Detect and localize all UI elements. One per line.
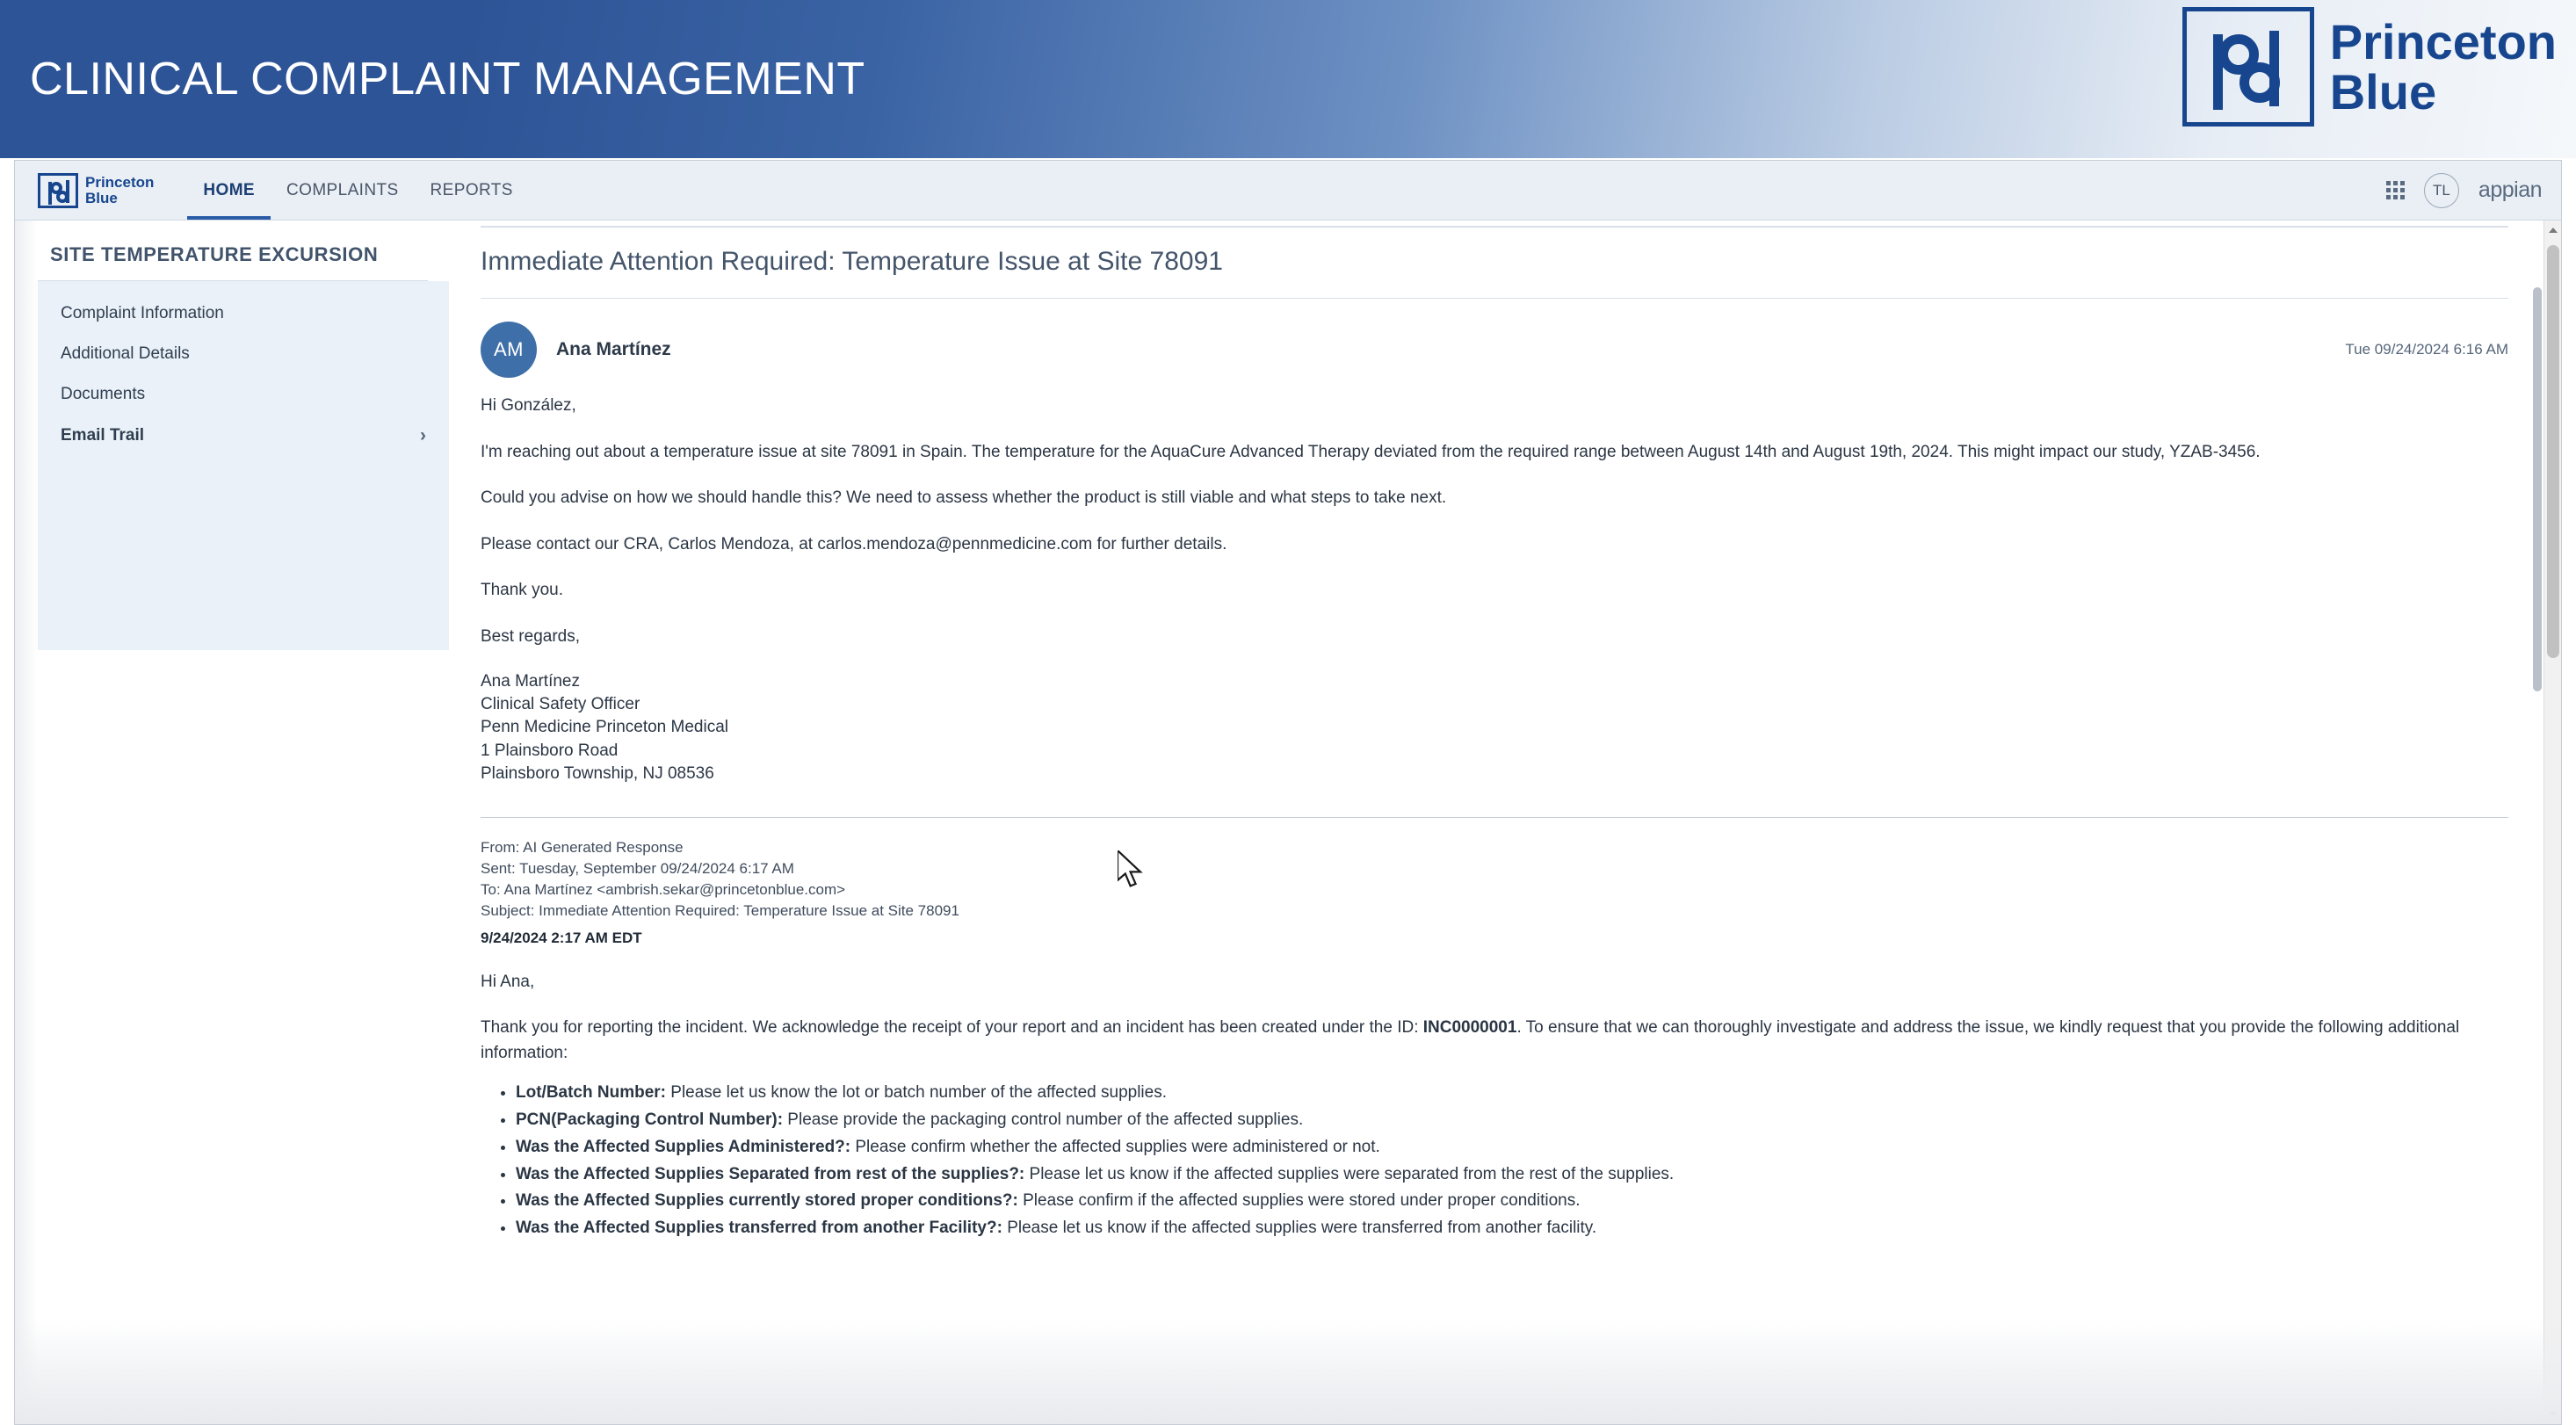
reply-sent: Sent: Tuesday, September 09/24/2024 6:17 AM <box>481 860 794 878</box>
chevron-right-icon: › <box>420 425 426 445</box>
signature-line-1: Ana Martínez <box>481 672 580 691</box>
question-text: Please confirm if the affected supplies were stored under proper conditions. <box>1017 1191 1581 1211</box>
signature-line-3: Penn Medicine Princeton Medical <box>481 718 728 737</box>
question-label: Was the Affected Supplies Administered?: <box>516 1137 851 1156</box>
list-item <box>516 1134 2508 1161</box>
question-text: Please let us know if the affected supplies were separated from the rest of the supplies. <box>1024 1164 1675 1183</box>
sidebar-item-label: Documents <box>61 385 146 403</box>
brand-logo-line2: Blue <box>2329 64 2437 119</box>
brand-logo <box>2182 7 2557 127</box>
question-text: Please let us know the lot or batch number of the affected supplies. <box>666 1083 1167 1103</box>
sidebar-item-email-trail[interactable] <box>38 415 449 457</box>
appian-brand-label: appian <box>2478 177 2542 202</box>
page-scrollbar-thumb[interactable] <box>2547 245 2559 658</box>
nav-item-reports[interactable]: REPORTS <box>430 180 513 199</box>
signature-line-4: 1 Plainsboro Road <box>481 741 619 760</box>
grid-apps-icon[interactable] <box>2386 181 2405 199</box>
reply-header <box>481 837 2508 949</box>
list-item <box>516 1080 2508 1107</box>
question-label: PCN(Packaging Control Number): <box>516 1110 784 1129</box>
email-greeting: Hi González, <box>481 396 576 415</box>
page-banner <box>0 0 2576 158</box>
brand-logo-text <box>2329 13 2557 119</box>
email-paragraph-2: Could you advise on how we should handle this? We need to assess whether the product is still viable and what steps to take next. <box>481 488 1447 507</box>
question-label: Was the Affected Supplies Separated from rest of the supplies?: <box>516 1164 1025 1183</box>
email-sender-row <box>481 299 2508 394</box>
user-avatar[interactable]: TL <box>2424 173 2459 208</box>
sidebar-menu <box>38 281 449 650</box>
email-card <box>481 226 2508 1242</box>
reply-greeting: Hi Ana, <box>481 972 535 991</box>
email-paragraph-4: Thank you. <box>481 581 563 599</box>
incident-id: INC0000001 <box>1422 1018 1517 1038</box>
question-text: Please let us know if the affected supplies were transferred from another facility. <box>1002 1219 1597 1238</box>
princeton-blue-mark-icon <box>2182 7 2314 127</box>
email-paragraph-1: I'm reaching out about a temperature issue at site 78091 in Spain. The temperature for the AquaCure Advanced Therapy deviated from the required range between August 14th and August 19th, 2024. This might impact our study, YZAB-3456. <box>481 442 2261 461</box>
email-paragraph-5: Best regards, <box>481 626 580 646</box>
question-label: Was the Affected Supplies transferred from another Facility?: <box>516 1219 1002 1238</box>
reply-body <box>481 970 2508 1242</box>
reply-subject: Subject: Immediate Attention Required: Temperature Issue at Site 78091 <box>481 902 959 920</box>
email-signature <box>481 670 2508 785</box>
navbar-menu <box>187 161 528 220</box>
sidebar-title: SITE TEMPERATURE EXCURSION <box>38 243 428 281</box>
nav-item-home[interactable]: HOME <box>187 161 271 220</box>
inner-scrollbar-thumb[interactable] <box>2533 287 2542 691</box>
question-text: Please confirm whether the affected supplies were administered or not. <box>850 1137 1380 1156</box>
navbar-logo-line1: Princeton <box>85 173 155 191</box>
navbar-right-tools <box>2386 173 2542 208</box>
navbar-logo-text <box>85 175 154 206</box>
sidebar-item-label: Email Trail <box>61 426 145 445</box>
sidebar-item-label: Complaint Information <box>61 304 224 322</box>
reply-intro <box>481 1016 2508 1066</box>
sidebar <box>15 221 428 1424</box>
signature-line-2: Clinical Safety Officer <box>481 695 640 714</box>
reply-to: To: Ana Martínez <ambrish.sekar@princetonblue.com> <box>481 881 846 899</box>
page-title: CLINICAL COMPLAINT MANAGEMENT <box>30 54 865 105</box>
email-divider <box>481 817 2508 818</box>
nav-item-complaints[interactable]: COMPLAINTS <box>286 180 399 199</box>
reply-question-list <box>481 1080 2508 1242</box>
sidebar-item-additional-details[interactable] <box>38 334 449 374</box>
signature-line-5: Plainsboro Township, NJ 08536 <box>481 763 714 783</box>
question-text: Please provide the packaging control number of the affected supplies. <box>783 1110 1304 1129</box>
sidebar-item-label: Additional Details <box>61 344 190 363</box>
reply-from: From: AI Generated Response <box>481 839 684 857</box>
list-item <box>516 1188 2508 1215</box>
app-navbar <box>15 161 2561 221</box>
list-item <box>516 1161 2508 1189</box>
scroll-down-icon[interactable] <box>2549 1412 2558 1417</box>
inner-scrollbar[interactable] <box>2533 287 2542 1424</box>
reply-intro-post: . To ensure that we can thoroughly investigate and address the issue, we kindly request that you provide the following additional information: <box>481 1018 2460 1062</box>
email-trail-panel <box>428 221 2561 1424</box>
email-timestamp: Tue 09/24/2024 6:16 AM <box>2345 341 2508 358</box>
sender-avatar: AM <box>481 322 537 378</box>
list-item <box>516 1107 2508 1134</box>
sidebar-item-documents[interactable] <box>38 374 449 415</box>
scroll-up-icon[interactable] <box>2549 228 2558 233</box>
question-label: Lot/Batch Number: <box>516 1083 666 1103</box>
email-subject: Immediate Attention Required: Temperature Issue at Site 78091 <box>481 228 2508 299</box>
reply-timestamp: 9/24/2024 2:17 AM EDT <box>481 929 642 946</box>
sender-name: Ana Martínez <box>556 339 671 359</box>
email-paragraph-3: Please contact our CRA, Carlos Mendoza, at carlos.mendoza@pennmedicine.com for further details. <box>481 534 1227 553</box>
content-area <box>15 221 2561 1424</box>
question-label: Was the Affected Supplies currently stored proper conditions?: <box>516 1191 1018 1211</box>
list-item <box>516 1215 2508 1242</box>
brand-logo-line1: Princeton <box>2329 13 2557 69</box>
princeton-blue-small-mark-icon <box>38 173 78 208</box>
email-body <box>481 394 2508 785</box>
navbar-logo-line2: Blue <box>85 189 118 206</box>
navbar-logo[interactable] <box>38 173 154 208</box>
sidebar-item-complaint-information[interactable] <box>38 293 449 334</box>
page-scrollbar[interactable] <box>2543 221 2561 1424</box>
reply-intro-pre: Thank you for reporting the incident. We acknowledge the receipt of your report and an incident has been created under the ID: <box>481 1018 1423 1038</box>
application-window <box>14 160 2562 1425</box>
